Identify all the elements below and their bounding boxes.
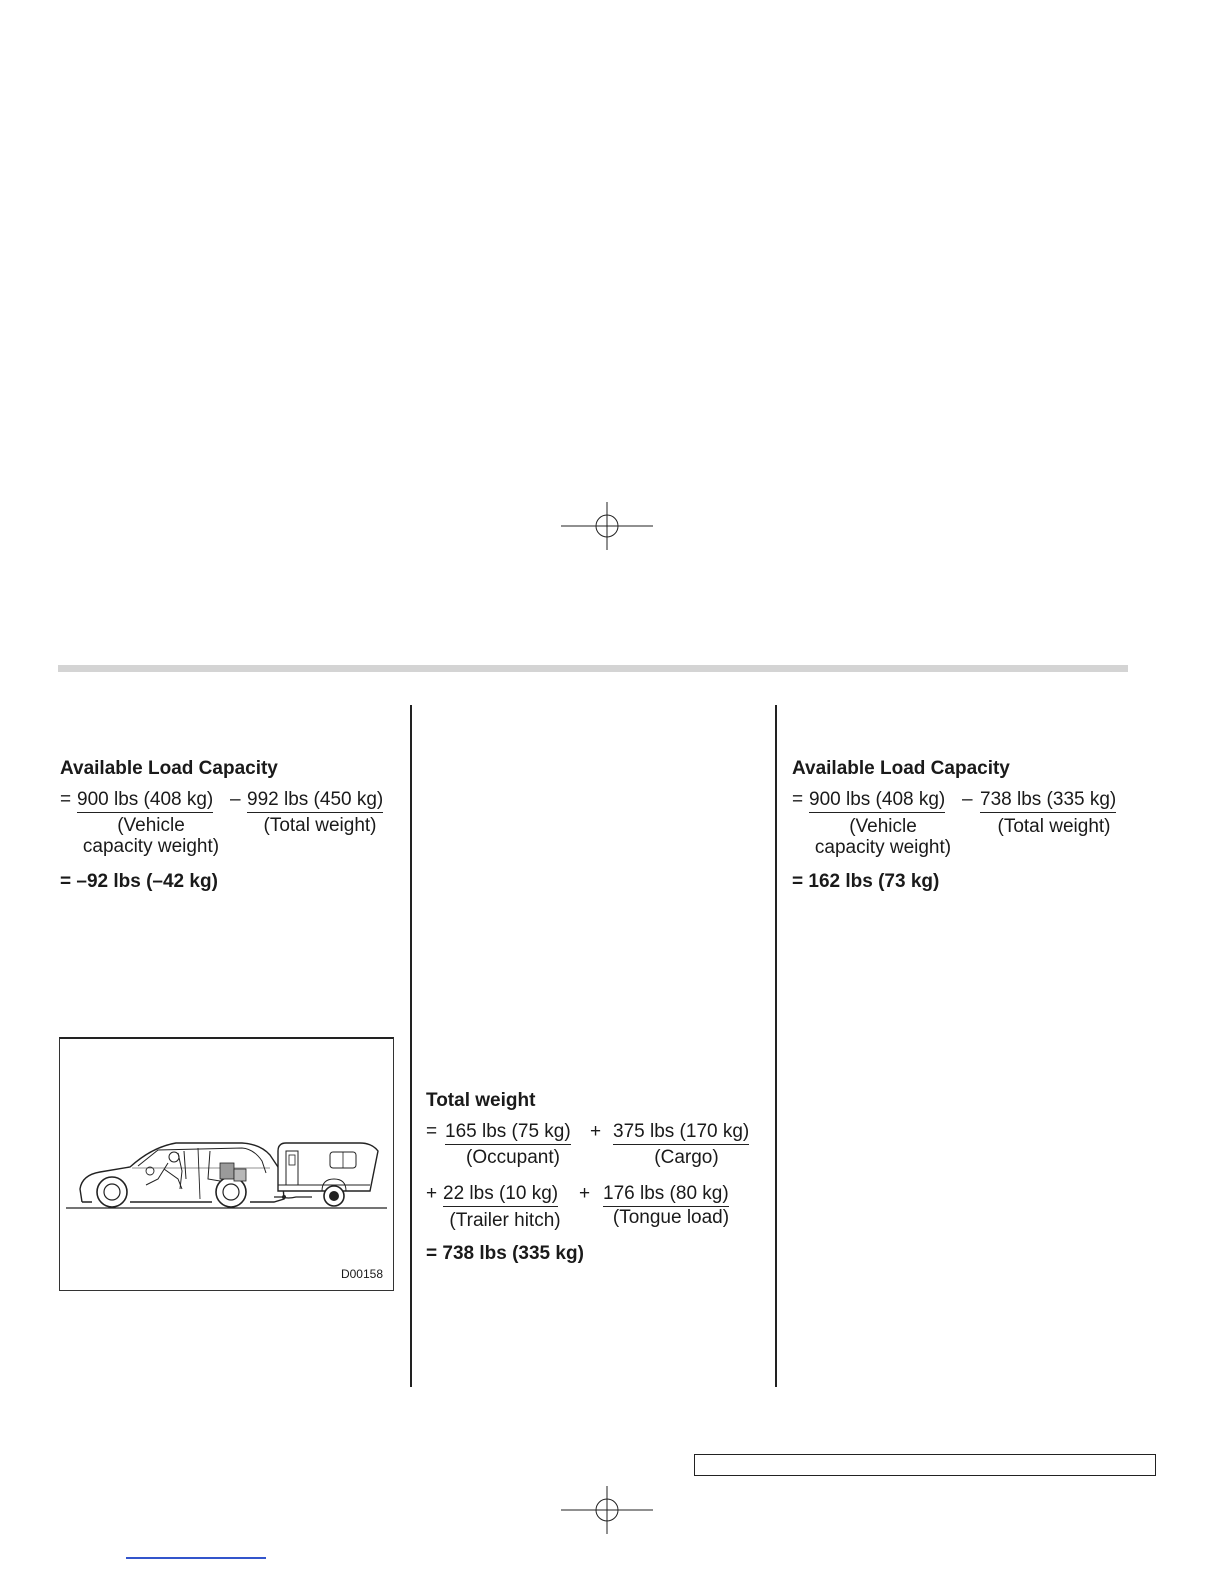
column-divider-left: [410, 705, 412, 1387]
middle-result: = 738 lbs (335 kg): [426, 1243, 584, 1264]
column-divider-right: [775, 705, 777, 1387]
tongue-load-caption: (Tongue load): [612, 1207, 730, 1228]
left-term-vehicle-capacity: 900 lbs (408 kg): [77, 789, 213, 813]
cargo-value: 375 lbs (170 kg): [613, 1121, 749, 1145]
left-caption-vehicle-line1: (Vehicle: [117, 815, 185, 836]
car-towing-trailer-illustration: [60, 1039, 393, 1289]
right-caption-total-weight: (Total weight): [997, 816, 1111, 837]
middle-eq-sign: =: [426, 1121, 438, 1142]
left-result: = –92 lbs (–42 kg): [60, 871, 218, 892]
left-term-total-weight: 992 lbs (450 kg): [247, 789, 383, 813]
right-caption-vehicle-line2: capacity weight): [814, 837, 952, 858]
right-term-vehicle-capacity: 900 lbs (408 kg): [809, 789, 945, 813]
left-eq-sign: =: [60, 789, 72, 810]
middle-plus-2: +: [426, 1183, 438, 1204]
occupant-value: 165 lbs (75 kg): [445, 1121, 571, 1145]
right-term-total-weight: 738 lbs (335 kg): [980, 789, 1116, 813]
right-minus: –: [962, 789, 973, 810]
figure-id-label: D00158: [340, 1267, 383, 1281]
left-minus: –: [230, 789, 241, 810]
middle-plus-3: +: [579, 1183, 591, 1204]
crop-mark-top: [561, 502, 653, 552]
towing-figure: [59, 1037, 394, 1291]
middle-plus-1: +: [590, 1121, 602, 1142]
middle-heading: Total weight: [426, 1090, 536, 1111]
header-rule: [58, 665, 1128, 672]
footer-link-line: [126, 1557, 266, 1559]
crop-mark-bottom: [561, 1486, 653, 1536]
right-caption-vehicle-line1: (Vehicle: [849, 816, 917, 837]
page-footer-box: [694, 1454, 1156, 1476]
left-caption-total-weight: (Total weight): [263, 815, 377, 836]
right-result: = 162 lbs (73 kg): [792, 871, 940, 892]
occupant-caption: (Occupant): [466, 1147, 560, 1168]
tongue-load-value: 176 lbs (80 kg): [603, 1183, 729, 1207]
right-eq-sign: =: [792, 789, 804, 810]
cargo-caption: (Cargo): [654, 1147, 719, 1168]
trailer-hitch-value: 22 lbs (10 kg): [443, 1183, 558, 1207]
trailer-hitch-caption: (Trailer hitch): [449, 1210, 561, 1231]
left-heading: Available Load Capacity: [60, 758, 278, 779]
left-caption-vehicle-line2: capacity weight): [82, 836, 220, 857]
right-heading: Available Load Capacity: [792, 758, 1010, 779]
